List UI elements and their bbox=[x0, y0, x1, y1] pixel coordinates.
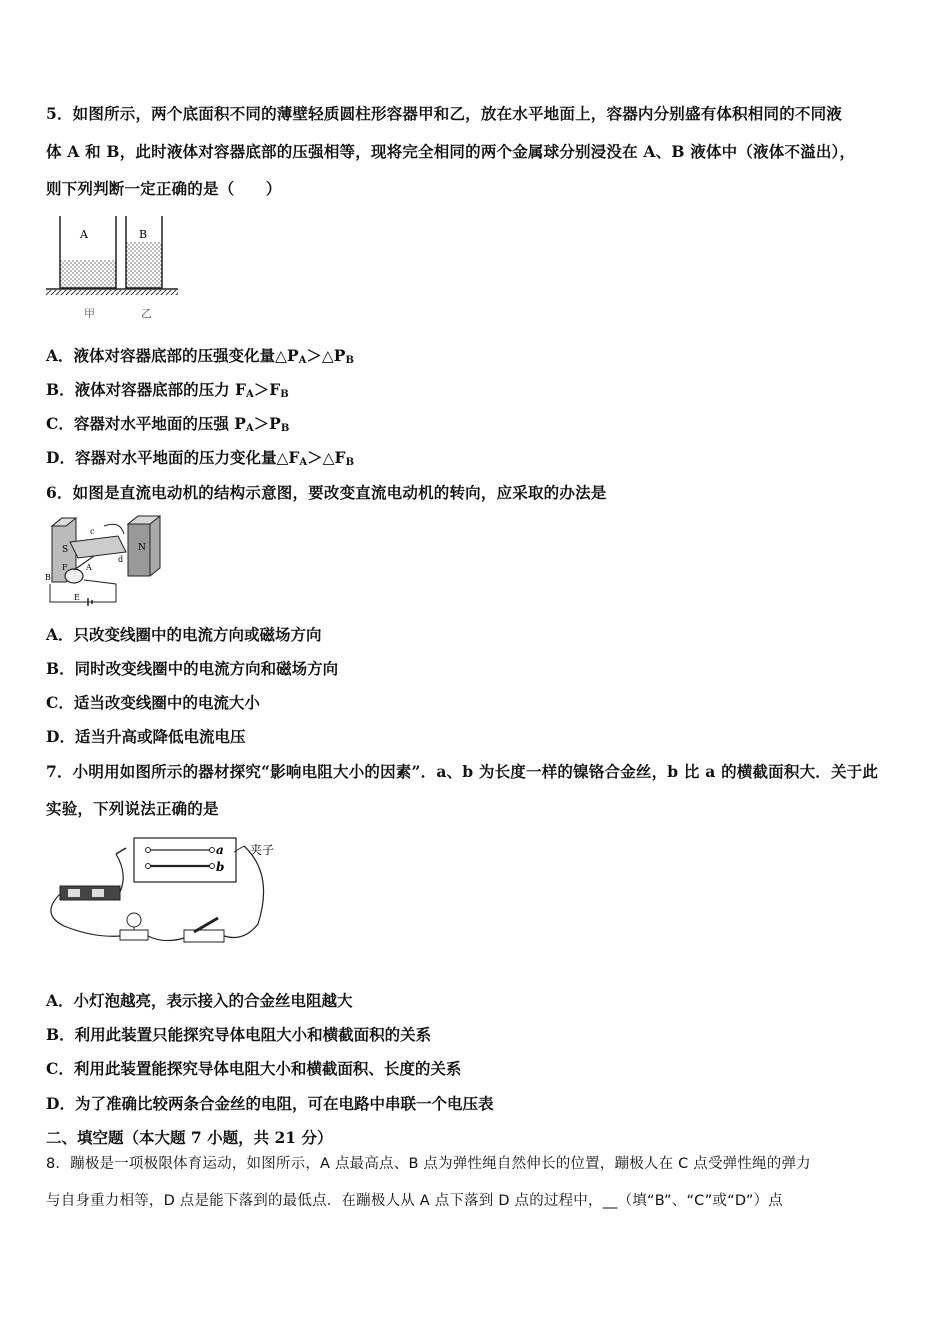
q8-line2[interactable]: 与自身重力相等，D 点是能下落到的最低点．在蹦极人从 A 点下落到 D 点的过程中，__（填“B”、“C”或“D”）点 bbox=[46, 1193, 783, 1209]
section-fill-in-blank: 二、填空题（本大题 7 小题，共 21 分） bbox=[46, 1128, 333, 1147]
q5-line1: 5．如图所示，两个底面积不同的薄壁轻质圆柱形容器甲和乙，放在水平地面上，容器内分别盛有体积相同的不同液 bbox=[46, 104, 842, 123]
q5-line2: 体 A 和 B，此时液体对容器底部的压强相等，现将完全相同的两个金属球分别浸没在 A、B 液体中（液体不溢出）， bbox=[46, 142, 856, 161]
q6-option-d[interactable]: D．适当升高或降低电流电压 bbox=[46, 727, 246, 746]
motor-figure bbox=[44, 512, 174, 610]
liquid-a bbox=[60, 260, 116, 288]
q8-line1: 8．蹦极是一项极限体育运动，如图所示，A 点最高点、B 点为弹性绳自然伸长的位置，蹦极人在 C 点受弹性绳的弹力 bbox=[46, 1156, 811, 1172]
q6-option-c[interactable]: C．适当改变线圈中的电流大小 bbox=[46, 693, 260, 712]
q5-line3: 则下列判断一定正确的是（ ） bbox=[46, 179, 282, 198]
label-b: B bbox=[45, 573, 51, 582]
commutator bbox=[65, 569, 83, 583]
label-b: B bbox=[139, 228, 148, 241]
bulb-base bbox=[120, 930, 148, 940]
q7-option-a[interactable]: A．小灯泡越亮，表示接入的合金丝电阻越大 bbox=[46, 991, 353, 1010]
circuit-wire bbox=[50, 580, 116, 602]
label-c: c bbox=[90, 527, 95, 536]
label-e: E bbox=[74, 593, 80, 602]
label-s: S bbox=[62, 545, 69, 555]
bulb bbox=[127, 913, 141, 927]
q6-option-b[interactable]: B．同时改变线圈中的电流方向和磁场方向 bbox=[46, 659, 339, 678]
q5-option-a[interactable]: A．液体对容器底部的压强变化量$\triangle P_A>\triangle P_B$ bbox=[46, 346, 354, 366]
liquid-b bbox=[126, 242, 162, 288]
label-f: F bbox=[62, 563, 68, 572]
q5-option-d[interactable]: D．容器对水平地面的压力变化量$\triangle F_A>\triangle F_B$ bbox=[46, 448, 355, 468]
clip-label: 夹子 bbox=[250, 843, 275, 857]
resistance-figure bbox=[44, 834, 294, 954]
q5-option-c[interactable]: C．容器对水平地面的压强 $P_A>P_B$ bbox=[46, 414, 290, 434]
q5-option-b[interactable]: B．液体对容器底部的压力 $F_A>F_B$ bbox=[46, 380, 289, 400]
label-d: d bbox=[118, 555, 124, 564]
containers-figure bbox=[44, 212, 184, 324]
q7-line2: 实验，下列说法正确的是 bbox=[46, 799, 219, 818]
caption-yi: 乙 bbox=[141, 307, 152, 320]
q7-line1: 7．小明用如图所示的器材探究“影响电阻大小的因素”．a、b 为长度一样的镍铬合金丝，b 比 a 的横截面积大．关于此 bbox=[46, 762, 879, 781]
switch-base bbox=[184, 930, 224, 942]
label-a: A bbox=[86, 563, 92, 572]
label-n: N bbox=[138, 543, 146, 553]
ground-hatch bbox=[46, 290, 178, 295]
q7-option-d[interactable]: D．为了准确比较两条合金丝的电阻，可在电路中串联一个电压表 bbox=[46, 1094, 494, 1113]
label-a: a bbox=[216, 843, 224, 857]
q7-option-b[interactable]: B．利用此装置只能探究导体电阻大小和横截面积的关系 bbox=[46, 1025, 432, 1044]
label-a: A bbox=[80, 228, 88, 241]
q7-option-c[interactable]: C．利用此装置能探究导体电阻大小和横截面积、长度的关系 bbox=[46, 1059, 462, 1078]
q6-option-a[interactable]: A．只改变线圈中的电流方向或磁场方向 bbox=[46, 625, 322, 644]
caption-jia: 甲 bbox=[84, 307, 95, 320]
q6-line1: 6．如图是直流电动机的结构示意图，要改变直流电动机的转向，应采取的办法是 bbox=[46, 483, 607, 502]
label-b: b bbox=[216, 860, 225, 874]
